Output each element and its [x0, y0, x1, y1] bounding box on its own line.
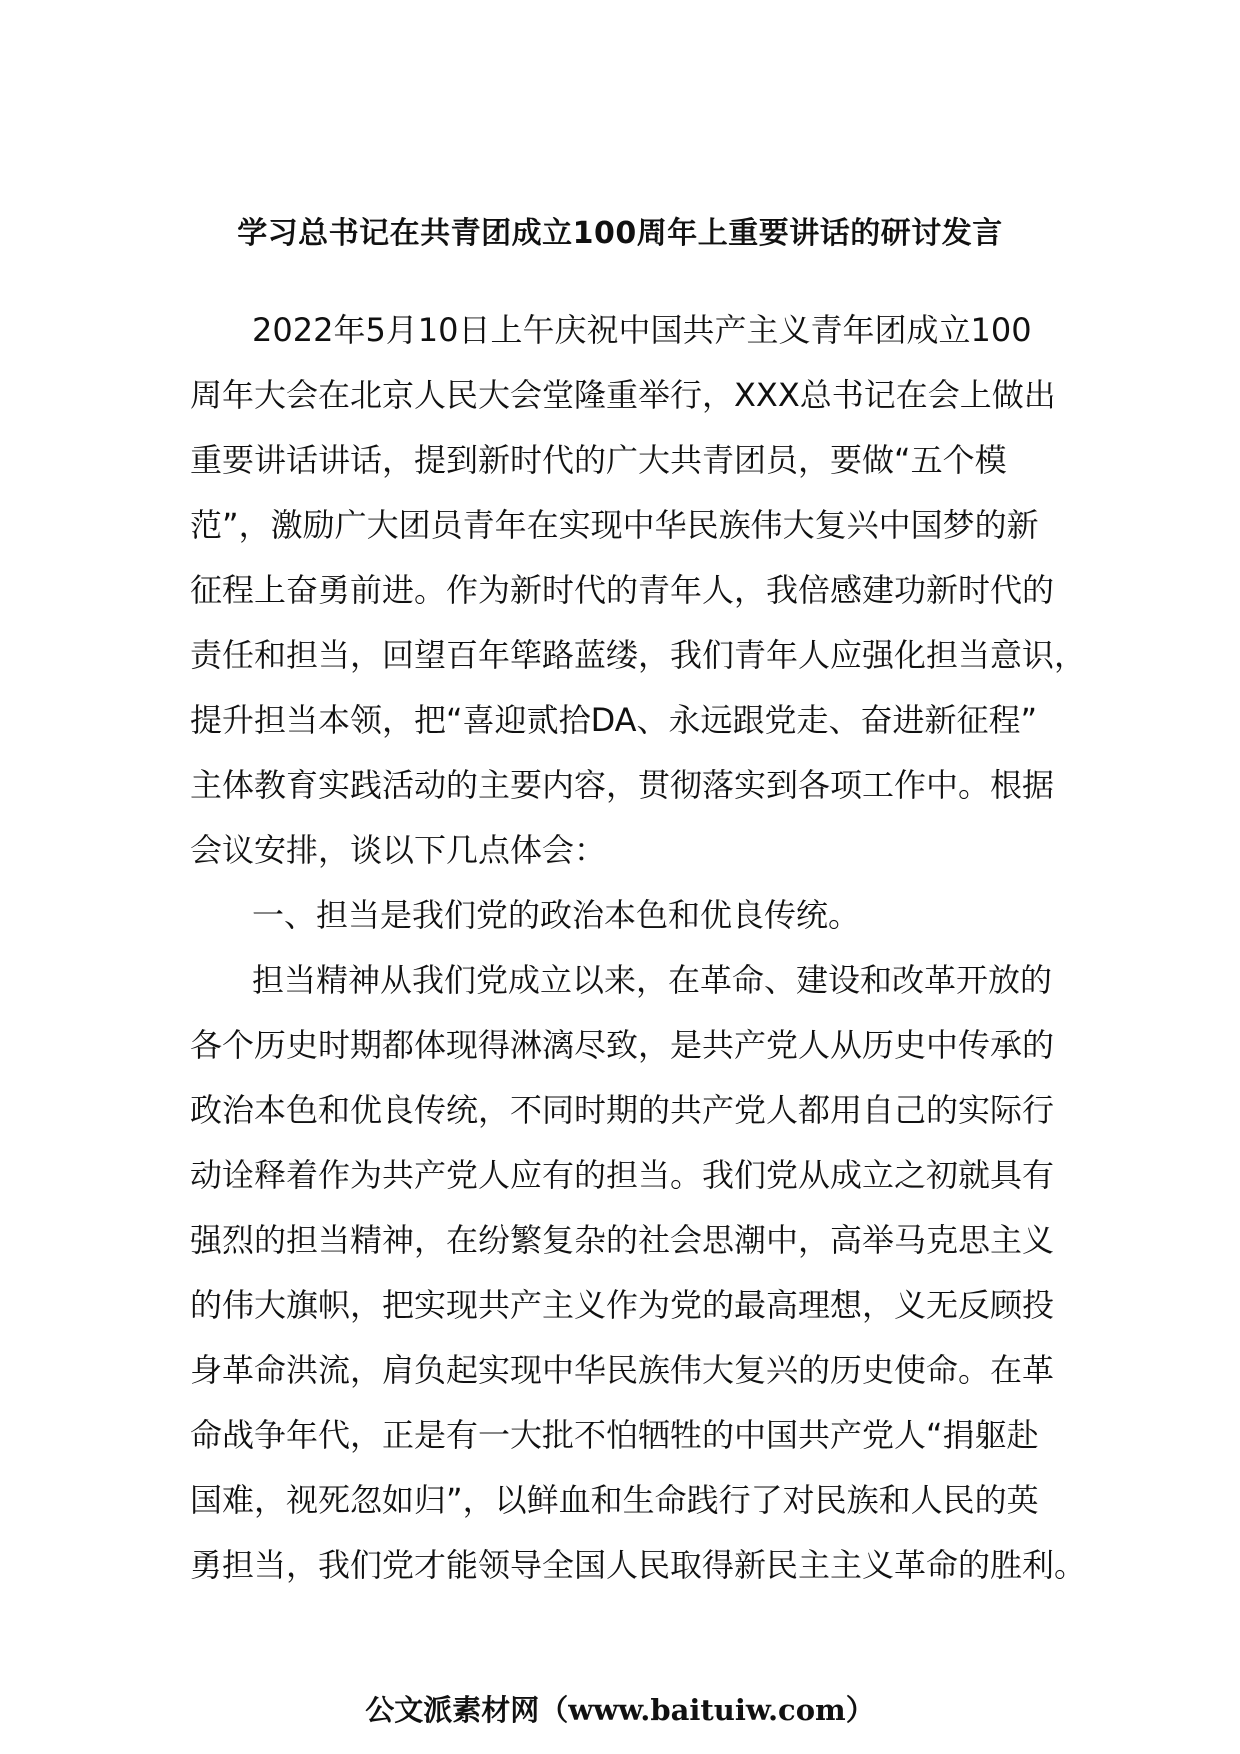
- text-line: 勇担当，我们党才能领导全国人民取得新民主主义革命的胜利。: [190, 1546, 1087, 1584]
- document-body: [190, 298, 1087, 1598]
- text-line: 各个历史时期都体现得淋漓尽致，是共产党人从历史中传承的: [190, 1026, 1055, 1064]
- text-line: 政治本色和优良传统，不同时期的共产党人都用自己的实际行: [190, 1091, 1055, 1129]
- text-line: 范”，激励广大团员青年在实现中华民族伟大复兴中国梦的新: [190, 506, 1039, 544]
- text-line: 周年大会在北京人民大会堂隆重举行，XXX总书记在会上做出: [190, 376, 1056, 414]
- text-line: 提升担当本领，把“喜迎贰拾DA、永远跟党走、奋进新征程”: [190, 701, 1038, 739]
- text-line: 会议安排，谈以下几点体会：: [190, 831, 607, 869]
- text-line: 担当精神从我们党成立以来，在革命、建设和改革开放的: [252, 961, 1053, 999]
- text-line: 国难，视死忽如归”，以鲜血和生命践行了对民族和人民的英: [190, 1481, 1039, 1519]
- document-title: 学习总书记在共青团成立100周年上重要讲话的研讨发言: [237, 216, 1003, 251]
- watermark-footer: 公文派素材网（www.baituiw.com）: [365, 1693, 875, 1727]
- text-line: 强烈的担当精神，在纷繁复杂的社会思潮中，高举马克思主义: [190, 1221, 1055, 1259]
- text-line: 身革命洪流，肩负起实现中华民族伟大复兴的历史使命。在革: [190, 1351, 1055, 1389]
- text-line: 2022年5月10日上午庆祝中国共产主义青年团成立100: [252, 311, 1032, 349]
- text-line: 征程上奋勇前进。作为新时代的青年人，我倍感建功新时代的: [190, 571, 1055, 609]
- text-line: 责任和担当，回望百年筚路蓝缕，我们青年人应强化担当意识，: [190, 636, 1087, 674]
- text-line: 主体教育实践活动的主要内容，贯彻落实到各项工作中。根据: [190, 766, 1055, 804]
- text-line: 动诠释着作为共产党人应有的担当。我们党从成立之初就具有: [190, 1156, 1055, 1194]
- text-line: 的伟大旗帜，把实现共产主义作为党的最高理想，义无反顾投: [190, 1286, 1055, 1324]
- text-line: 重要讲话讲话，提到新时代的广大共青团员，要做“五个模: [190, 441, 1007, 479]
- text-line: 一、担当是我们党的政治本色和优良传统。: [252, 896, 861, 934]
- text-line: 命战争年代，正是有一大批不怕牺牲的中国共产党人“捐躯赴: [190, 1416, 1039, 1454]
